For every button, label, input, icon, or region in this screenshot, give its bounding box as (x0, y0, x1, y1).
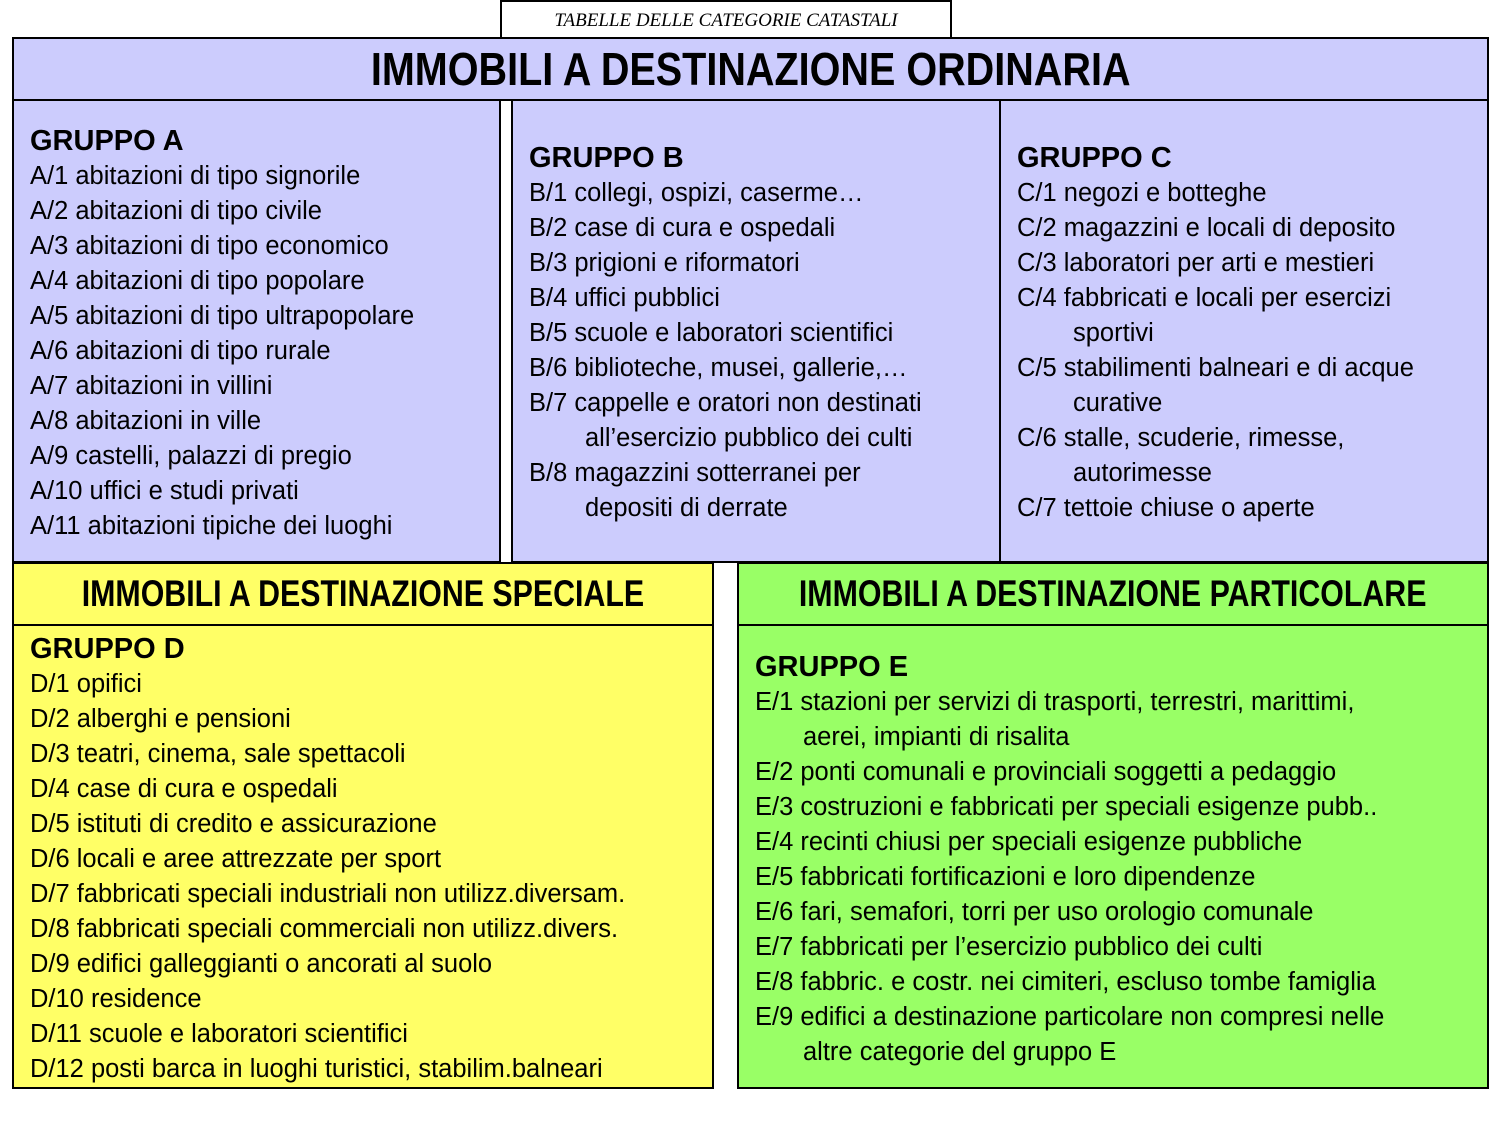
group-b-box (511, 99, 1001, 563)
group-b-title: GRUPPO B (529, 142, 684, 174)
list-item: A/7 abitazioni in villini (30, 372, 273, 400)
list-item: C/2 magazzini e locali di deposito (1017, 214, 1396, 242)
group-c-box (999, 99, 1489, 563)
list-item: E/7 fabbricati per l’esercizio pubblico dei culti (755, 933, 1263, 961)
list-item: A/4 abitazioni di tipo popolare (30, 267, 365, 295)
group-c-title: GRUPPO C (1017, 142, 1172, 174)
list-item: A/10 uffici e studi privati (30, 477, 299, 505)
list-item: C/1 negozi e botteghe (1017, 179, 1267, 207)
list-item: E/6 fari, semafori, torri per uso orologio comunale (755, 898, 1314, 926)
group-a-list (30, 159, 499, 544)
header-tab: TABELLE DELLE CATEGORIE CATASTALI (500, 0, 952, 37)
list-item: D/10 residence (30, 985, 202, 1013)
group-d-box (12, 624, 714, 1089)
list-item: depositi di derrate (585, 494, 788, 522)
group-b-list (529, 176, 999, 526)
particolare-banner (737, 562, 1489, 626)
group-c-list (1017, 176, 1487, 526)
list-item: A/5 abitazioni di tipo ultrapopolare (30, 302, 415, 330)
group-d-title: GRUPPO D (30, 633, 185, 665)
list-item: A/9 castelli, palazzi di pregio (30, 442, 352, 470)
list-item: E/5 fabbricati fortificazioni e loro dipendenze (755, 863, 1256, 891)
list-item: D/12 posti barca in luoghi turistici, stabilim.balneari (30, 1055, 603, 1083)
group-a-box (12, 99, 501, 563)
group-a-title: GRUPPO A (30, 125, 184, 157)
list-item: D/4 case di cura e ospedali (30, 775, 338, 803)
list-item: D/11 scuole e laboratori scientifici (30, 1020, 408, 1048)
list-item: E/3 costruzioni e fabbricati per speciali esigenze pubb.. (755, 793, 1378, 821)
list-item: A/1 abitazioni di tipo signorile (30, 162, 361, 190)
list-item: D/3 teatri, cinema, sale spettacoli (30, 740, 406, 768)
group-e-list (755, 685, 1487, 1070)
particolare-title: IMMOBILI A DESTINAZIONE PARTICOLARE (799, 573, 1427, 614)
list-item: C/4 fabbricati e locali per esercizi (1017, 284, 1392, 312)
ordinaria-title: IMMOBILI A DESTINAZIONE ORDINARIA (370, 43, 1131, 95)
group-e-box (737, 624, 1489, 1089)
list-item: B/4 uffici pubblici (529, 284, 720, 312)
list-item: B/8 magazzini sotterranei per (529, 459, 861, 487)
list-item: E/1 stazioni per servizi di trasporti, terrestri, marittimi, (755, 688, 1355, 716)
list-item: D/8 fabbricati speciali commerciali non utilizz.divers. (30, 915, 619, 943)
list-item: D/5 istituti di credito e assicurazione (30, 810, 437, 838)
speciale-banner (12, 562, 714, 626)
list-item: A/6 abitazioni di tipo rurale (30, 337, 331, 365)
list-item: A/8 abitazioni in ville (30, 407, 262, 435)
list-item: autorimesse (1073, 459, 1212, 487)
list-item: D/2 alberghi e pensioni (30, 705, 291, 733)
list-item: sportivi (1073, 319, 1154, 347)
list-item: B/6 biblioteche, musei, gallerie,… (529, 354, 908, 382)
list-item: C/6 stalle, scuderie, rimesse, (1017, 424, 1345, 452)
list-item: C/3 laboratori per arti e mestieri (1017, 249, 1375, 277)
list-item: E/9 edifici a destinazione particolare non compresi nelle (755, 1003, 1385, 1031)
list-item: curative (1073, 389, 1163, 417)
list-item: C/7 tettoie chiuse o aperte (1017, 494, 1315, 522)
list-item: E/2 ponti comunali e provinciali soggetti a pedaggio (755, 758, 1337, 786)
list-item: C/5 stabilimenti balneari e di acque (1017, 354, 1414, 382)
list-item: B/2 case di cura e ospedali (529, 214, 836, 242)
list-item: all’esercizio pubblico dei culti (585, 424, 913, 452)
list-item: B/1 collegi, ospizi, caserme… (529, 179, 864, 207)
list-item: aerei, impianti di risalita (803, 723, 1070, 751)
list-item: D/1 opifici (30, 670, 142, 698)
list-item: E/4 recinti chiusi per speciali esigenze pubbliche (755, 828, 1303, 856)
list-item: B/7 cappelle e oratori non destinati (529, 389, 922, 417)
list-item: A/11 abitazioni tipiche dei luoghi (30, 512, 393, 540)
speciale-title: IMMOBILI A DESTINAZIONE SPECIALE (81, 573, 645, 614)
list-item: D/9 edifici galleggianti o ancorati al suolo (30, 950, 493, 978)
group-d-list (30, 667, 712, 1087)
list-item: A/3 abitazioni di tipo economico (30, 232, 389, 260)
group-e-title: GRUPPO E (755, 651, 909, 683)
list-item: D/7 fabbricati speciali industriali non utilizz.diversam. (30, 880, 626, 908)
list-item: B/3 prigioni e riformatori (529, 249, 800, 277)
list-item: D/6 locali e aree attrezzate per sport (30, 845, 442, 873)
list-item: B/5 scuole e laboratori scientifici (529, 319, 894, 347)
ordinaria-banner (12, 37, 1489, 101)
list-item: A/2 abitazioni di tipo civile (30, 197, 322, 225)
list-item: altre categorie del gruppo E (803, 1038, 1117, 1066)
list-item: E/8 fabbric. e costr. nei cimiteri, escluso tombe famiglia (755, 968, 1376, 996)
